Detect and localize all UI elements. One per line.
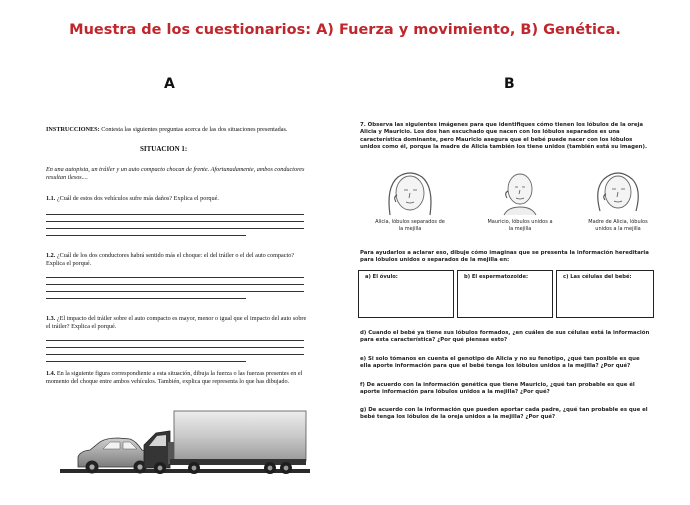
box-celulas-bebe (556, 270, 654, 318)
scenario-text: En una autopista, un tráiler y un auto compacto chocan de frente. Afortunadamente, ambos conductores resultan ilesos.... (46, 166, 305, 181)
answer-line (46, 214, 304, 215)
question-1-2-text: ¿Cuál de los dos conductores habrá sentido más el choque: el del tráiler o el del auto compacto? Explica el porqué. (46, 252, 295, 267)
question-g: g) De acuerdo con la información que pueden aportar cada padre, ¿qué tan probable es que el bebé tenga los lóbulos de la oreja unidos a la mejilla? ¿Por qué? (360, 407, 648, 421)
box-ovulo-label: a) El óvulo: (365, 274, 398, 280)
question-1-3-text: ¿El impacto del tráiler sobre el auto compacto es mayor, menor o igual que el impacto del auto sobre el tráiler? Explica el porqué. (46, 315, 307, 330)
situation-heading: SITUACION 1: (140, 145, 188, 153)
answer-line (46, 354, 304, 355)
portrait-madre-alicia (588, 167, 648, 217)
answer-line (46, 235, 246, 236)
answer-line (46, 221, 304, 222)
question-1-2-number: 1.2. (46, 252, 56, 259)
portrait-alicia (380, 167, 440, 217)
caption-alicia: Alicia, lóbulos separados de la mejilla (375, 219, 445, 232)
caption-mauricio: Mauricio, lóbulos unidos a la mejilla (487, 219, 553, 232)
column-label-a: A (164, 76, 175, 92)
box-celulas-bebe-label: c) Las células del bebé: (563, 274, 632, 280)
question-1-1 (46, 195, 308, 203)
question-1-4-number: 1.4. (46, 370, 56, 377)
answer-line (46, 277, 304, 278)
question-1-3-number: 1.3. (46, 315, 56, 322)
answer-line (46, 291, 304, 292)
instructions-text: Contesta las siguientes preguntas acerca de las dos situaciones presentadas. (99, 126, 288, 133)
question-1-1-number: 1.1. (46, 195, 56, 202)
column-label-b: B (504, 76, 515, 92)
help-text: Para ayudarlos a aclarar eso, dibuje cómo imaginas que se presenta la información hereditaria para lóbulos unidos o separados de la mejilla en: (360, 250, 649, 264)
question-1-2 (46, 252, 308, 268)
question-1-3 (46, 315, 308, 331)
truck-icon (144, 411, 306, 474)
box-espermatozoide (457, 270, 553, 318)
instructions (46, 126, 308, 134)
box-ovulo (358, 270, 454, 318)
question-7-intro: 7. Observa las siguientes imágenes para que identifiques cómo tienen los lóbulos de la oreja Alicia y Mauricio. Los dos han escuchado que nacen con los lóbulos separados es una característica dominante, pero Mauricio asegura que el bebé puede nacer con los lóbulos unidos como él, porque la madre de Alicia también los tiene unidos (también está su imagen). (360, 122, 648, 150)
answer-line (46, 284, 304, 285)
portrait-mauricio (490, 167, 550, 217)
answer-line (46, 347, 304, 348)
answer-line (46, 340, 304, 341)
question-f: f) De acuerdo con la información genética que tiene Mauricio, ¿qué tan probable es que él aporte información para lóbulos unidos a la mejilla? ¿Por qué? (360, 382, 635, 396)
collision-illustration (60, 405, 310, 480)
caption-madre-alicia: Madre de Alicia, lóbulos unidos a la mejilla (588, 219, 648, 232)
question-1-1-text: ¿Cuál de estos dos vehículos sufre más daños? Explica el porqué. (55, 195, 219, 202)
answer-line (46, 298, 246, 299)
question-1-4-text: En la siguiente figura correspondiente a esta situación, dibuja la fuerza o las fuerzas presentes en el momento del choque entre ambos vehículos. También, explica que representa lo que has dibujado. (46, 370, 303, 385)
question-1-4 (46, 370, 308, 386)
instructions-label: INSTRUCCIONES: (46, 126, 100, 133)
answer-line (46, 228, 304, 229)
answer-line (46, 361, 246, 362)
question-e: e) Si solo tómanos en cuenta el genotipo de Alicia y no su fenotipo, ¿qué tan posible es que ella aporte información para que el bebé tenga los lóbulos unidos a la mejilla? ¿Por qué? (360, 356, 640, 370)
box-espermatozoide-label: b) El espermatozoide: (464, 274, 529, 280)
page-title: Muestra de los cuestionarios: A) Fuerza y movimiento, B) Genética. (69, 22, 621, 38)
question-d: d) Cuando el bebé ya tiene sus lóbulos formados, ¿en cuáles de sus células está la información para esta característica? ¿Por qué piensas esto? (360, 330, 650, 344)
